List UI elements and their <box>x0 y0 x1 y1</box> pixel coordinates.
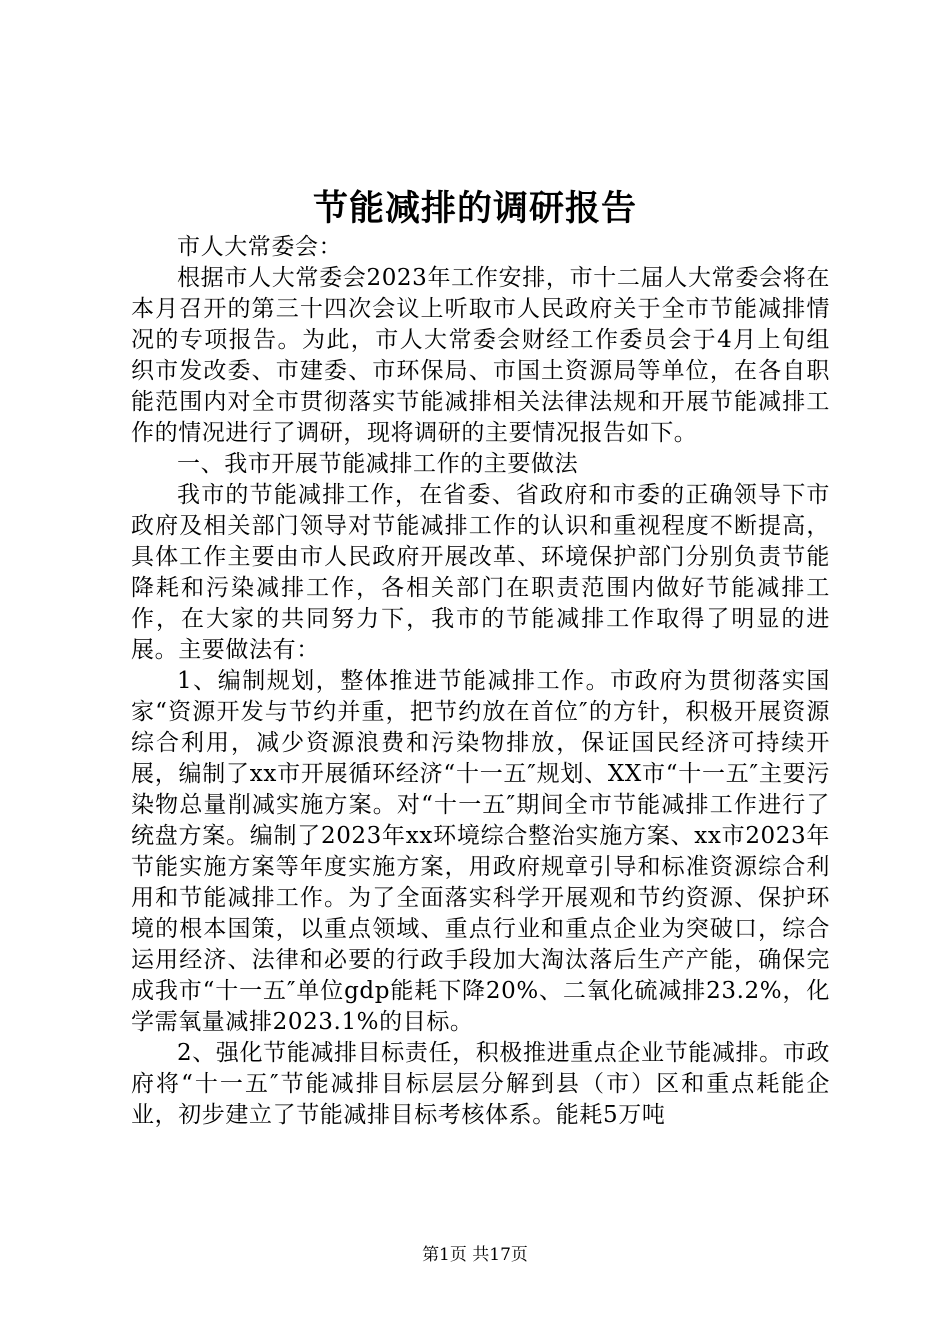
salutation-paragraph: 市人大常委会： <box>177 234 343 260</box>
section-heading: 一、我市开展节能减排工作的主要做法 <box>177 451 579 477</box>
body-paragraph: 我市的节能减排工作，在省委、省政府和市委的正确领导下市政府及相关部门领导对节能减排工作的认识和重视程度不断提高，具体工作主要由市人民政府开展改革、环境保护部门分别负责节能降耗和污染减排工作，各相关部门在职责范围内做好节能减排工作，在大家的共同努力下，我市的节能减排工作取得了明显的进展。主要做法有： <box>131 482 830 663</box>
page-number-footer: 第1页 共17页 <box>422 1245 528 1265</box>
body-paragraph: 2、强化节能减排目标责任，积极推进重点企业节能减排。市政府将“十一五″节能减排目标层层分解到县（市）区和重点耗能企业，初步建立了节能减排目标考核体系。能耗5万吨 <box>131 1040 830 1128</box>
intro-paragraph: 根据市人大常委会2023年工作安排，市十二届人大常委会将在本月召开的第三十四次会议上听取市人民政府关于全市节能减排情况的专项报告。为此，市人大常委会财经工作委员会于4月上旬组织市发改委、市建委、市环保局、市国土资源局等单位，在各自职能范围内对全市贯彻落实节能减排相关法律法规和开展节能减排工作的情况进行了调研，现将调研的主要情况报告如下。 <box>131 265 830 446</box>
document-body <box>131 232 830 1131</box>
body-paragraph: 1、编制规划，整体推进节能减排工作。市政府为贯彻落实国家“资源开发与节约并重，把节约放在首位″的方针，积极开展资源综合利用，减少资源浪费和污染物排放，保证国民经济可持续开展，编制了xx市开展循环经济“十一五″规划、XX市“十一五″主要污染物总量削减实施方案。对“十一五″期间全市节能减排工作进行了统盘方案。编制了2023年xx环境综合整治实施方案、xx市2023年节能实施方案等年度实施方案，用政府规章引导和标准资源综合利用和节能减排工作。为了全面落实科学开展观和节约资源、保护环境的根本国策，以重点领域、重点行业和重点企业为突破口，综合运用经济、法律和必要的行政手段加大淘汰落后生产产能，确保完成我市“十一五″单位gdp能耗下降20%、二氧化硫减排23.2%，化学需氧量减排2023.1%的目标。 <box>131 668 830 1035</box>
document-title: 节能减排的调研报告 <box>312 188 637 229</box>
